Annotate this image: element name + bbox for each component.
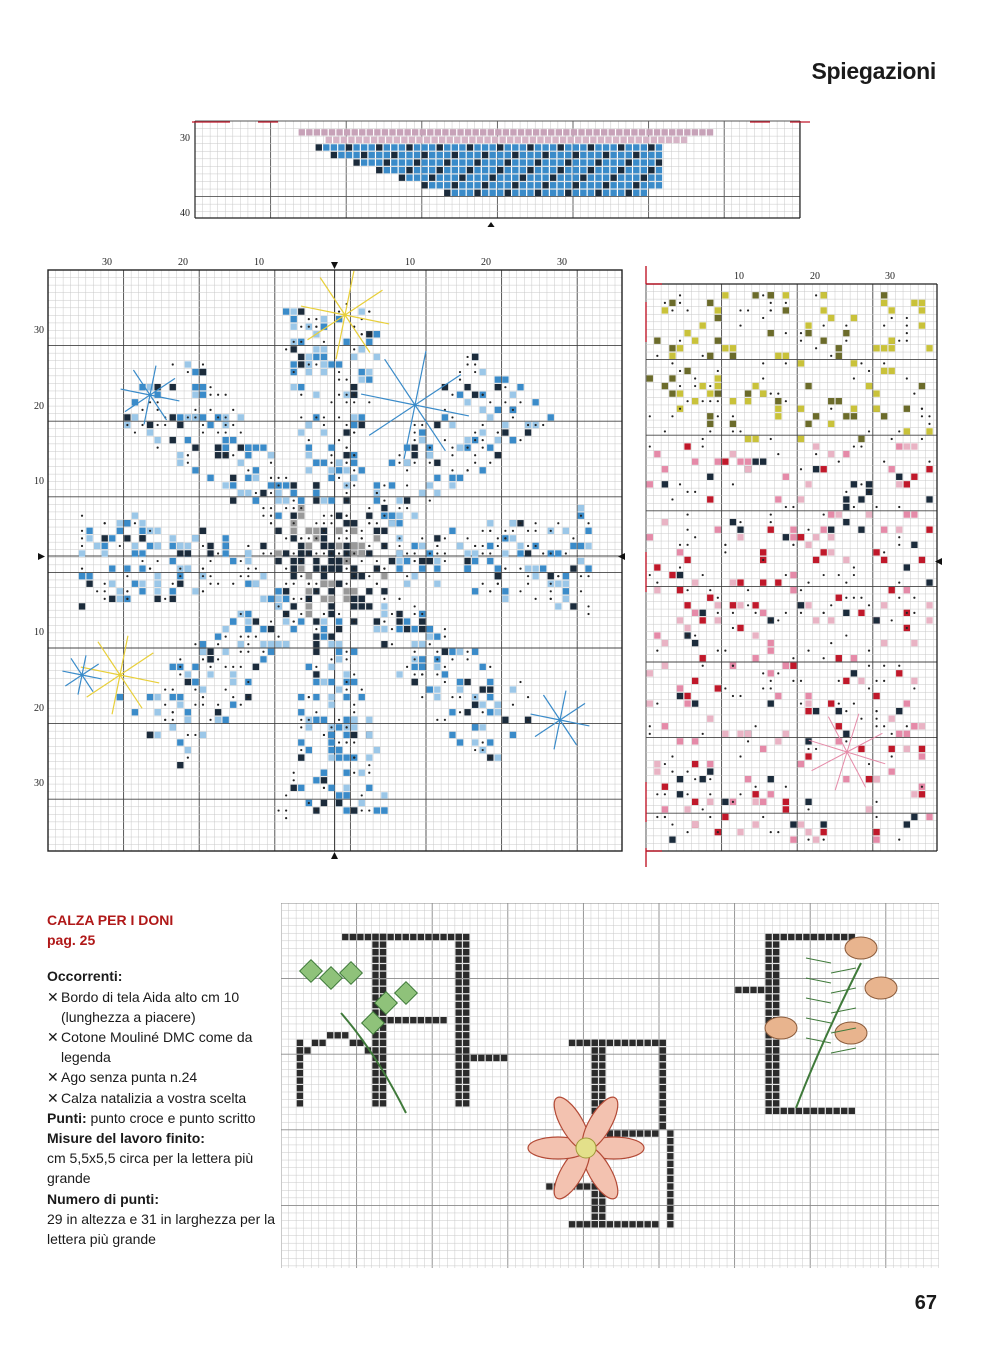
side-col-label: 20 (810, 271, 820, 282)
side-pattern-chart (642, 262, 942, 872)
cross-icon: ✕ (47, 988, 59, 1005)
top-row-label-40: 40 (180, 208, 190, 219)
size-value: cm 5,5x5,5 circa per la lettera più grande (47, 1150, 254, 1187)
star-col-label: 10 (254, 257, 264, 268)
top-pattern-grid (170, 112, 810, 227)
page-reference: pag. 25 (47, 932, 96, 949)
star-row-label: 30 (34, 325, 44, 336)
material-item: ✕ Cotone Mouliné DMC come da legenda (47, 1027, 277, 1067)
star-row-label: 20 (34, 703, 44, 714)
star-row-label: 10 (34, 627, 44, 638)
star-row-label: 20 (34, 401, 44, 412)
star-col-label: 30 (557, 257, 567, 268)
side-col-label: 10 (734, 271, 744, 282)
stitches-type: Punti: punto croce e punto scritto (47, 1109, 256, 1126)
material-item: ✕ Bordo di tela Aida alto cm 10 (lunghezza a piacere) (47, 987, 277, 1027)
project-info (47, 910, 277, 1249)
star-col-label: 30 (102, 257, 112, 268)
materials-heading: Occorrenti: (47, 968, 123, 985)
top-center-markers (486, 222, 496, 227)
star-col-label: 20 (481, 257, 491, 268)
star-pattern-grid (20, 255, 625, 867)
star-center-left-marker (38, 553, 45, 560)
size-heading: Misure del lavoro finito: (47, 1130, 205, 1147)
material-item: ✕ Calza natalizia a vostra scelta (47, 1088, 277, 1108)
page-section-title: Spiegazioni (811, 58, 936, 84)
cross-icon: ✕ (47, 1089, 59, 1106)
top-row-label-30: 30 (180, 133, 190, 144)
monogram-pattern-chart (281, 903, 939, 1268)
top-pattern-chart (170, 112, 810, 227)
star-center-top-marker (331, 262, 338, 269)
page-number: 67 (914, 1292, 937, 1314)
stitch-count-heading: Numero di punti: (47, 1190, 159, 1207)
stitch-count-value: 29 in altezza e 31 in larghezza per la lettera più grande (47, 1210, 276, 1248)
project-title: CALZA PER I DONI (47, 912, 174, 928)
side-pattern-grid (642, 262, 942, 872)
cross-icon: ✕ (47, 1029, 59, 1046)
cross-icon: ✕ (47, 1069, 59, 1086)
star-center-bottom-marker (331, 852, 338, 859)
monogram-pattern-grid (281, 903, 939, 1268)
material-item: ✕ Ago senza punta n.24 (47, 1067, 277, 1087)
star-pattern-chart (20, 255, 625, 867)
star-col-label: 10 (405, 257, 415, 268)
side-col-label: 30 (885, 271, 895, 282)
star-row-label: 30 (34, 778, 44, 789)
star-col-label: 20 (178, 257, 188, 268)
star-row-label: 10 (34, 476, 44, 487)
